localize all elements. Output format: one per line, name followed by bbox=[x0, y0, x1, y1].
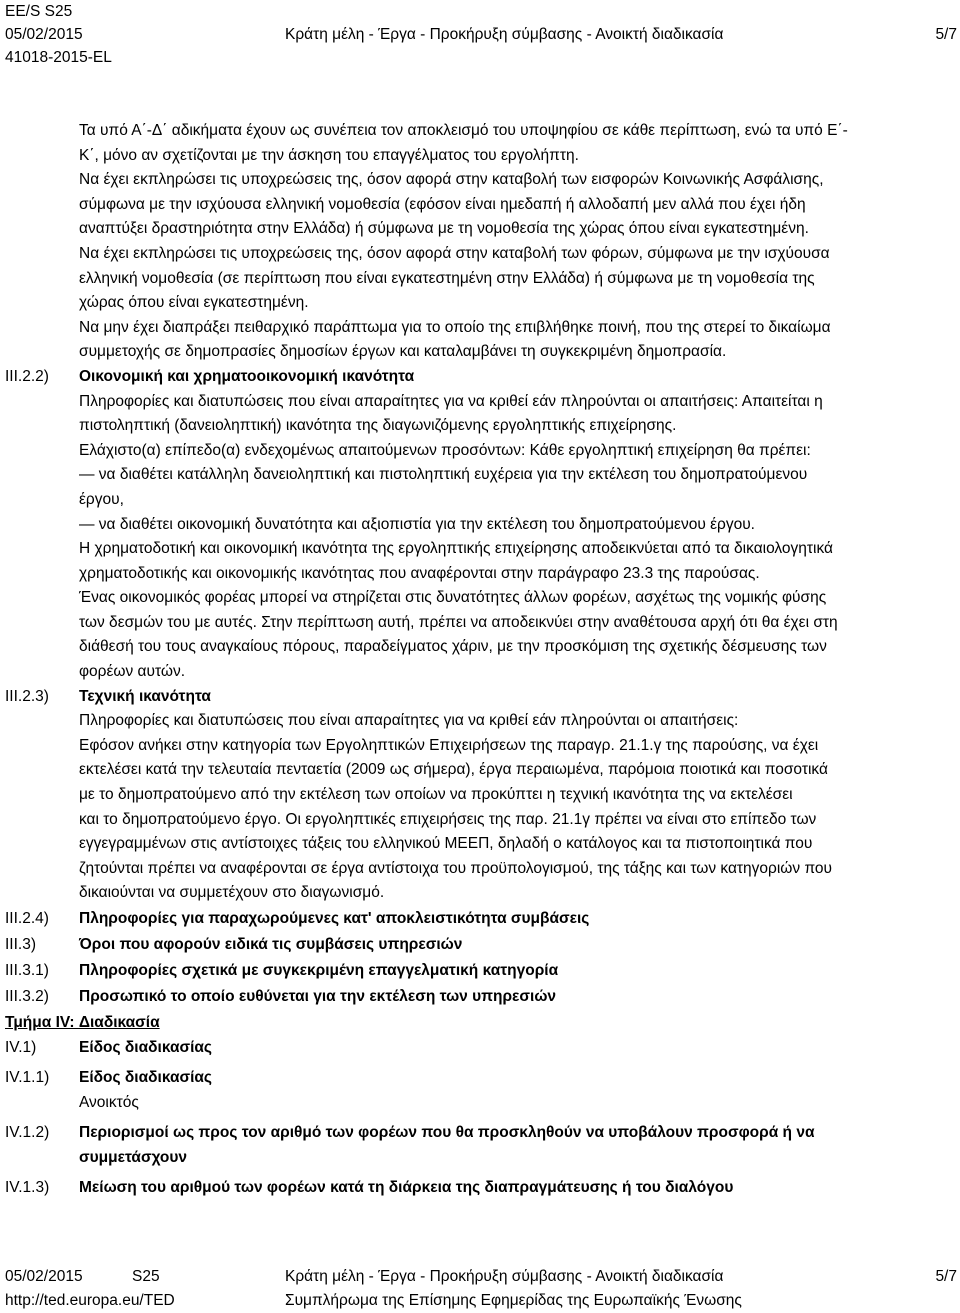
section-iv-1-1 bbox=[5, 1066, 957, 1091]
section-iii-2-3 bbox=[5, 685, 957, 710]
body-text: ζητούνται πρέπει να αναφέρονται σε έργα αντίστοιχα του προϋπολογισμού, της τάξης και των κατηγοριών που bbox=[79, 859, 833, 877]
procedure-type-value: Ανοικτός bbox=[79, 1094, 139, 1111]
section-iii-2-4 bbox=[5, 907, 957, 933]
body-text: εκτελέσει κατά την τελευταία πενταετία (2009 ως σήμερα), έργα περαιωμένα, παρόμοια ποιοτικά και ποσοτικά bbox=[79, 761, 828, 779]
section-iv-title: Τμήμα IV: Διαδικασία bbox=[5, 1014, 160, 1032]
header-doc-title: Κράτη μέλη - Έργα - Προκήρυξη σύμβασης - Ανοικτή διαδικασία bbox=[285, 26, 724, 43]
body-text: ελληνική νομοθεσία (σε περίπτωση που είναι εγκατεστημένη στην Ελλάδα) ή σύμφωνα με τη νομοθεσία της bbox=[79, 269, 815, 287]
section-heading: Πληροφορίες για παραχωρούμενες κατ' αποκλειστικότητα συμβάσεις bbox=[79, 910, 590, 928]
section-heading: Είδος διαδικασίας bbox=[79, 1039, 212, 1057]
section-number: IV.1.2) bbox=[5, 1124, 50, 1141]
section-heading: Οικονομική και χρηματοοικονομική ικανότητα bbox=[79, 367, 415, 385]
section-iv-1 bbox=[5, 1036, 957, 1066]
body-text: με το δημοπρατούμενο από την εκτέλεση των οποίων να προκύπτει η τεχνική ικανότητα της να εκτελέσει bbox=[79, 786, 793, 804]
section-heading: Προσωπικό το οποίο ευθύνεται για την εκτέλεση των υπηρεσιών bbox=[79, 988, 557, 1006]
body-text: Ελάχιστο(α) επίπεδο(α) ενδεχομένως απαιτούμενων προσόντων: Κάθε εργοληπτική επιχείρηση θα πρέπει: bbox=[79, 441, 811, 459]
page-body bbox=[5, 119, 957, 1200]
section-number: III.3.1) bbox=[5, 962, 49, 980]
header-lang-code: EE/S S25 bbox=[5, 3, 73, 20]
section-heading: Τεχνική ικανότητα bbox=[79, 687, 211, 705]
footer-date: 05/02/2015 bbox=[5, 1268, 83, 1285]
body-text: φορέων αυτών. bbox=[79, 663, 186, 681]
section-iv-title-row bbox=[5, 1011, 957, 1036]
body-text: των δεσμών του με αυτές. Στην περίπτωση αυτή, πρέπει να αποδεικνύει στην αναθέτουσα αρχή ότι θα έχει στη bbox=[79, 613, 838, 631]
body-text: αναπτύξει δραστηριότητα στην Ελλάδα) ή σύμφωνα με τη νομοθεσία της χώρας όπου είναι εγκατεστημένη. bbox=[79, 220, 809, 238]
body-text: χρηματοδοτικής και οικονομικής ικανότητας που αναφέρονται στην παράγραφο 23.3 της παρούσας. bbox=[79, 564, 760, 582]
body-text: σύμφωνα με την ισχύουσα ελληνική νομοθεσία (εφόσον είναι ημεδαπή ή αλλοδαπή μεν αλλά που έχει ήδη bbox=[79, 195, 806, 213]
body-text: Η χρηματοδοτική και οικονομική ικανότητα της εργοληπτικής επιχείρησης αποδεικνύεται από τα δικαιολογητικά bbox=[79, 540, 834, 558]
body-text: Τα υπό Α΄-Δ΄ αδικήματα έχουν ως συνέπεια τον αποκλεισμό του υποψηφίου σε κάθε περίπτωση, ενώ τα υπό Ε΄- bbox=[79, 122, 848, 139]
body-text: Εφόσον ανήκει στην κατηγορία των Εργοληπτικών Επιχειρήσεων της παραγρ. 21.1.γ της παρούσης, να έχει bbox=[79, 736, 819, 754]
body-text: και το δημοπρατούμενο έργο. Οι εργοληπτικές επιχειρήσεις της παρ. 21.1γ πρέπει να είναι στο επίπεδο των bbox=[79, 810, 817, 828]
section-number: IV.1.1) bbox=[5, 1069, 50, 1087]
section-number: IV.1.3) bbox=[5, 1178, 50, 1196]
footer-url: http://ted.europa.eu/TED bbox=[5, 1292, 175, 1309]
body-text: Να μην έχει διαπράξει πειθαρχικό παράπτωμα για το οποίο της επιβλήθηκε ποινή, που της στερεί το δικαίωμα bbox=[79, 318, 831, 336]
body-text: συμμετοχής σε δημοπρασίες δημοσίων έργων και καταλαμβάνει τη συγκεκριμένη δημοπρασία. bbox=[79, 343, 727, 361]
body-text: δικαιούνται να συμμετέχουν στο διαγωνισμό. bbox=[79, 884, 385, 902]
section-number: III.2.2) bbox=[5, 367, 49, 385]
header-date: 05/02/2015 bbox=[5, 26, 83, 43]
section-number: III.3) bbox=[5, 936, 37, 954]
body-text: — να διαθέτει οικονομική δυνατότητα και αξιοπιστία για την εκτέλεση του δημοπρατούμενου έργου. bbox=[79, 515, 755, 533]
section-heading: Όροι που αφορούν ειδικά τις συμβάσεις υπηρεσιών bbox=[79, 936, 463, 954]
page-footer bbox=[5, 1265, 957, 1313]
section-iii-3-1 bbox=[5, 959, 957, 985]
body-text: πιστοληπτική (δανειοληπτική) ικανότητα της διαγωνιζόμενης εργοληπτικής επιχείρησης. bbox=[79, 417, 677, 435]
body-text: Κ΄, μόνο αν σχετίζονται με την άσκηση του επαγγέλματος του εργολήπτη. bbox=[79, 146, 579, 164]
section-heading: Περιορισμοί ως προς τον αριθμό των φορέων που θα προσκληθούν να υποβάλουν προσφορά ή να bbox=[79, 1124, 815, 1141]
section-number: IV.1) bbox=[5, 1039, 37, 1057]
section-heading-continued: συμμετάσχουν bbox=[79, 1148, 188, 1166]
footer-page-number: 5/7 bbox=[935, 1268, 957, 1285]
body-text: Πληροφορίες και διατυπώσεις που είναι απαραίτητες για να κριθεί εάν πληρούνται οι απαιτήσεις: bbox=[79, 712, 739, 730]
section-heading: Είδος διαδικασίας bbox=[79, 1069, 212, 1087]
body-text: Πληροφορίες και διατυπώσεις που είναι απαραίτητες για να κριθεί εάν πληρούνται οι απαιτήσεις: Απαιτείται η bbox=[79, 392, 823, 410]
body-text: — να διαθέτει κατάλληλη δανειοληπτική και πιστοληπτική ευχέρεια για την εκτέλεση του δημοπρατούμενου bbox=[79, 466, 808, 484]
body-text: διάθεσή του τους αναγκαίους πόρους, παραδείγματος χάριν, με την προσκόμιση της σχετικής δέσμευσης των bbox=[79, 638, 827, 656]
section-heading: Πληροφορίες σχετικά με συγκεκριμένη επαγγελματική κατηγορία bbox=[79, 962, 559, 980]
section-iii-3-2 bbox=[5, 985, 957, 1011]
section-number: III.2.4) bbox=[5, 910, 49, 928]
header-page-number: 5/7 bbox=[935, 26, 957, 43]
body-text: εγγεγραμμένων στις αντίστοιχες τάξεις του ελληνικού ΜΕΕΠ, δηλαδή ο κατάλογος και τα πιστοποιητικά που bbox=[79, 835, 813, 853]
section-heading: Μείωση του αριθμού των φορέων κατά τη διάρκεια της διαπραγμάτευσης ή του διαλόγου bbox=[79, 1178, 734, 1196]
body-text: Να έχει εκπληρώσει τις υποχρεώσεις της, όσον αφορά στην καταβολή των εισφορών Κοινωνικής Ασφάλισης, bbox=[79, 171, 824, 189]
body-text: Να έχει εκπληρώσει τις υποχρεώσεις της, όσον αφορά στην καταβολή των φόρων, σύμφωνα με την ισχύουσα bbox=[79, 244, 830, 262]
section-iv-1-2 bbox=[5, 1121, 957, 1146]
section-iii-2-2 bbox=[5, 365, 957, 390]
section-iii-3 bbox=[5, 933, 957, 959]
page-header bbox=[5, 0, 957, 69]
section-number: III.2.3) bbox=[5, 687, 49, 705]
header-doc-id: 41018-2015-EL bbox=[5, 49, 112, 66]
body-text: έργου, bbox=[79, 490, 124, 508]
footer-publisher: Συμπλήρωμα της Επίσημης Εφημερίδας της Ευρωπαϊκής Ένωσης bbox=[285, 1292, 742, 1309]
section-number: III.3.2) bbox=[5, 988, 49, 1006]
section-iv-1-3 bbox=[5, 1176, 957, 1201]
footer-doc-title: Κράτη μέλη - Έργα - Προκήρυξη σύμβασης - Ανοικτή διαδικασία bbox=[285, 1268, 724, 1285]
body-text: χώρας όπου είναι εγκατεστημένη. bbox=[79, 294, 309, 312]
footer-code: S25 bbox=[132, 1268, 160, 1285]
body-text: Ένας οικονομικός φορέας μπορεί να στηρίζεται στις δυνατότητες άλλων φορέων, ασχέτως της νομικής φύσης bbox=[79, 589, 827, 607]
